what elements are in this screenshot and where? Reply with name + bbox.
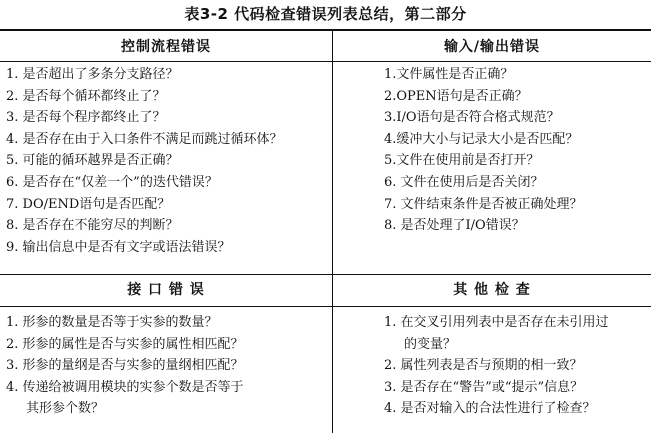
list-item: 3. 是否每个程序都终止了？ (6, 110, 166, 126)
header-other: 其 他 检 查 (453, 282, 531, 298)
header-interface: 接 口 错 误 (127, 282, 205, 298)
list-item: 3.I/O语句是否符合格式规范？ (384, 110, 560, 126)
section-divider (0, 274, 651, 275)
list-item: 1.文件属性是否正确？ (384, 67, 514, 82)
list-item (384, 334, 646, 356)
list-item: 2. 属性列表是否与预期的相一致？ (384, 358, 583, 374)
list-item: 3. 是否存在“警告”或“提示”信息？ (384, 379, 584, 395)
list-item: 2. 形参的属性是否与实参的属性相匹配？ (6, 336, 244, 352)
list-item: 5.文件在使用前是否打开？ (384, 153, 540, 169)
list-item: 9. 输出信息中是否有文字或语法错误？ (6, 239, 231, 255)
list-item: 8. 是否存在不能穷尽的判断？ (6, 218, 179, 234)
list-item: 1. 形参的数量是否等于实参的数量？ (6, 315, 218, 330)
list-item: 1. 在交叉引用列表中是否存在未引用过 (384, 315, 609, 330)
header-control-flow: 控制流程错误 (121, 39, 211, 55)
column-divider (332, 30, 333, 433)
list-item: 7. DO/END语句是否匹配？ (6, 196, 171, 212)
top-rule (0, 29, 651, 31)
list-item: 6. 文件在使用后是否关闭？ (384, 174, 544, 190)
list-item-continuation: 的变量？ (404, 336, 457, 352)
list-item: 8. 是否处理了I/O错误？ (384, 218, 525, 234)
list-item (6, 398, 328, 420)
other-list (384, 312, 646, 420)
header-rule-1 (0, 61, 651, 62)
interface-list (6, 312, 328, 420)
list-item: 4. 是否存在由于入口条件不满足而跳过循环体？ (6, 131, 283, 147)
list-item: 5. 可能的循环越界是否正确？ (6, 153, 179, 169)
list-item: 4. 传递给被调用模块的实参个数是否等于 (6, 379, 244, 395)
header-io: 输入/输出错误 (443, 39, 541, 55)
list-item: 6. 是否存在“仅差一个”的迭代错误？ (6, 174, 218, 190)
list-item: 4. 是否对输入的合法性进行了检查？ (384, 401, 596, 417)
list-item: 7. 文件结束条件是否被正确处理？ (384, 196, 583, 212)
list-item: 4.缓冲大小与记录大小是否匹配？ (384, 131, 579, 147)
list-item: 3. 形参的量纲是否与实参的量纲相匹配？ (6, 358, 244, 374)
control-flow-list (6, 64, 328, 258)
io-list (384, 64, 646, 237)
list-item: 1. 是否超出了多条分支路径？ (6, 67, 179, 82)
table-caption: 表3-2 代码检查错误列表总结，第二部分 (184, 5, 467, 23)
list-item-continuation: 其形参个数？ (26, 401, 105, 417)
list-item: 2. 是否每个循环都终止了？ (6, 88, 166, 104)
list-item: 2.OPEN语句是否正确？ (384, 88, 528, 104)
header-rule-2 (0, 306, 651, 307)
